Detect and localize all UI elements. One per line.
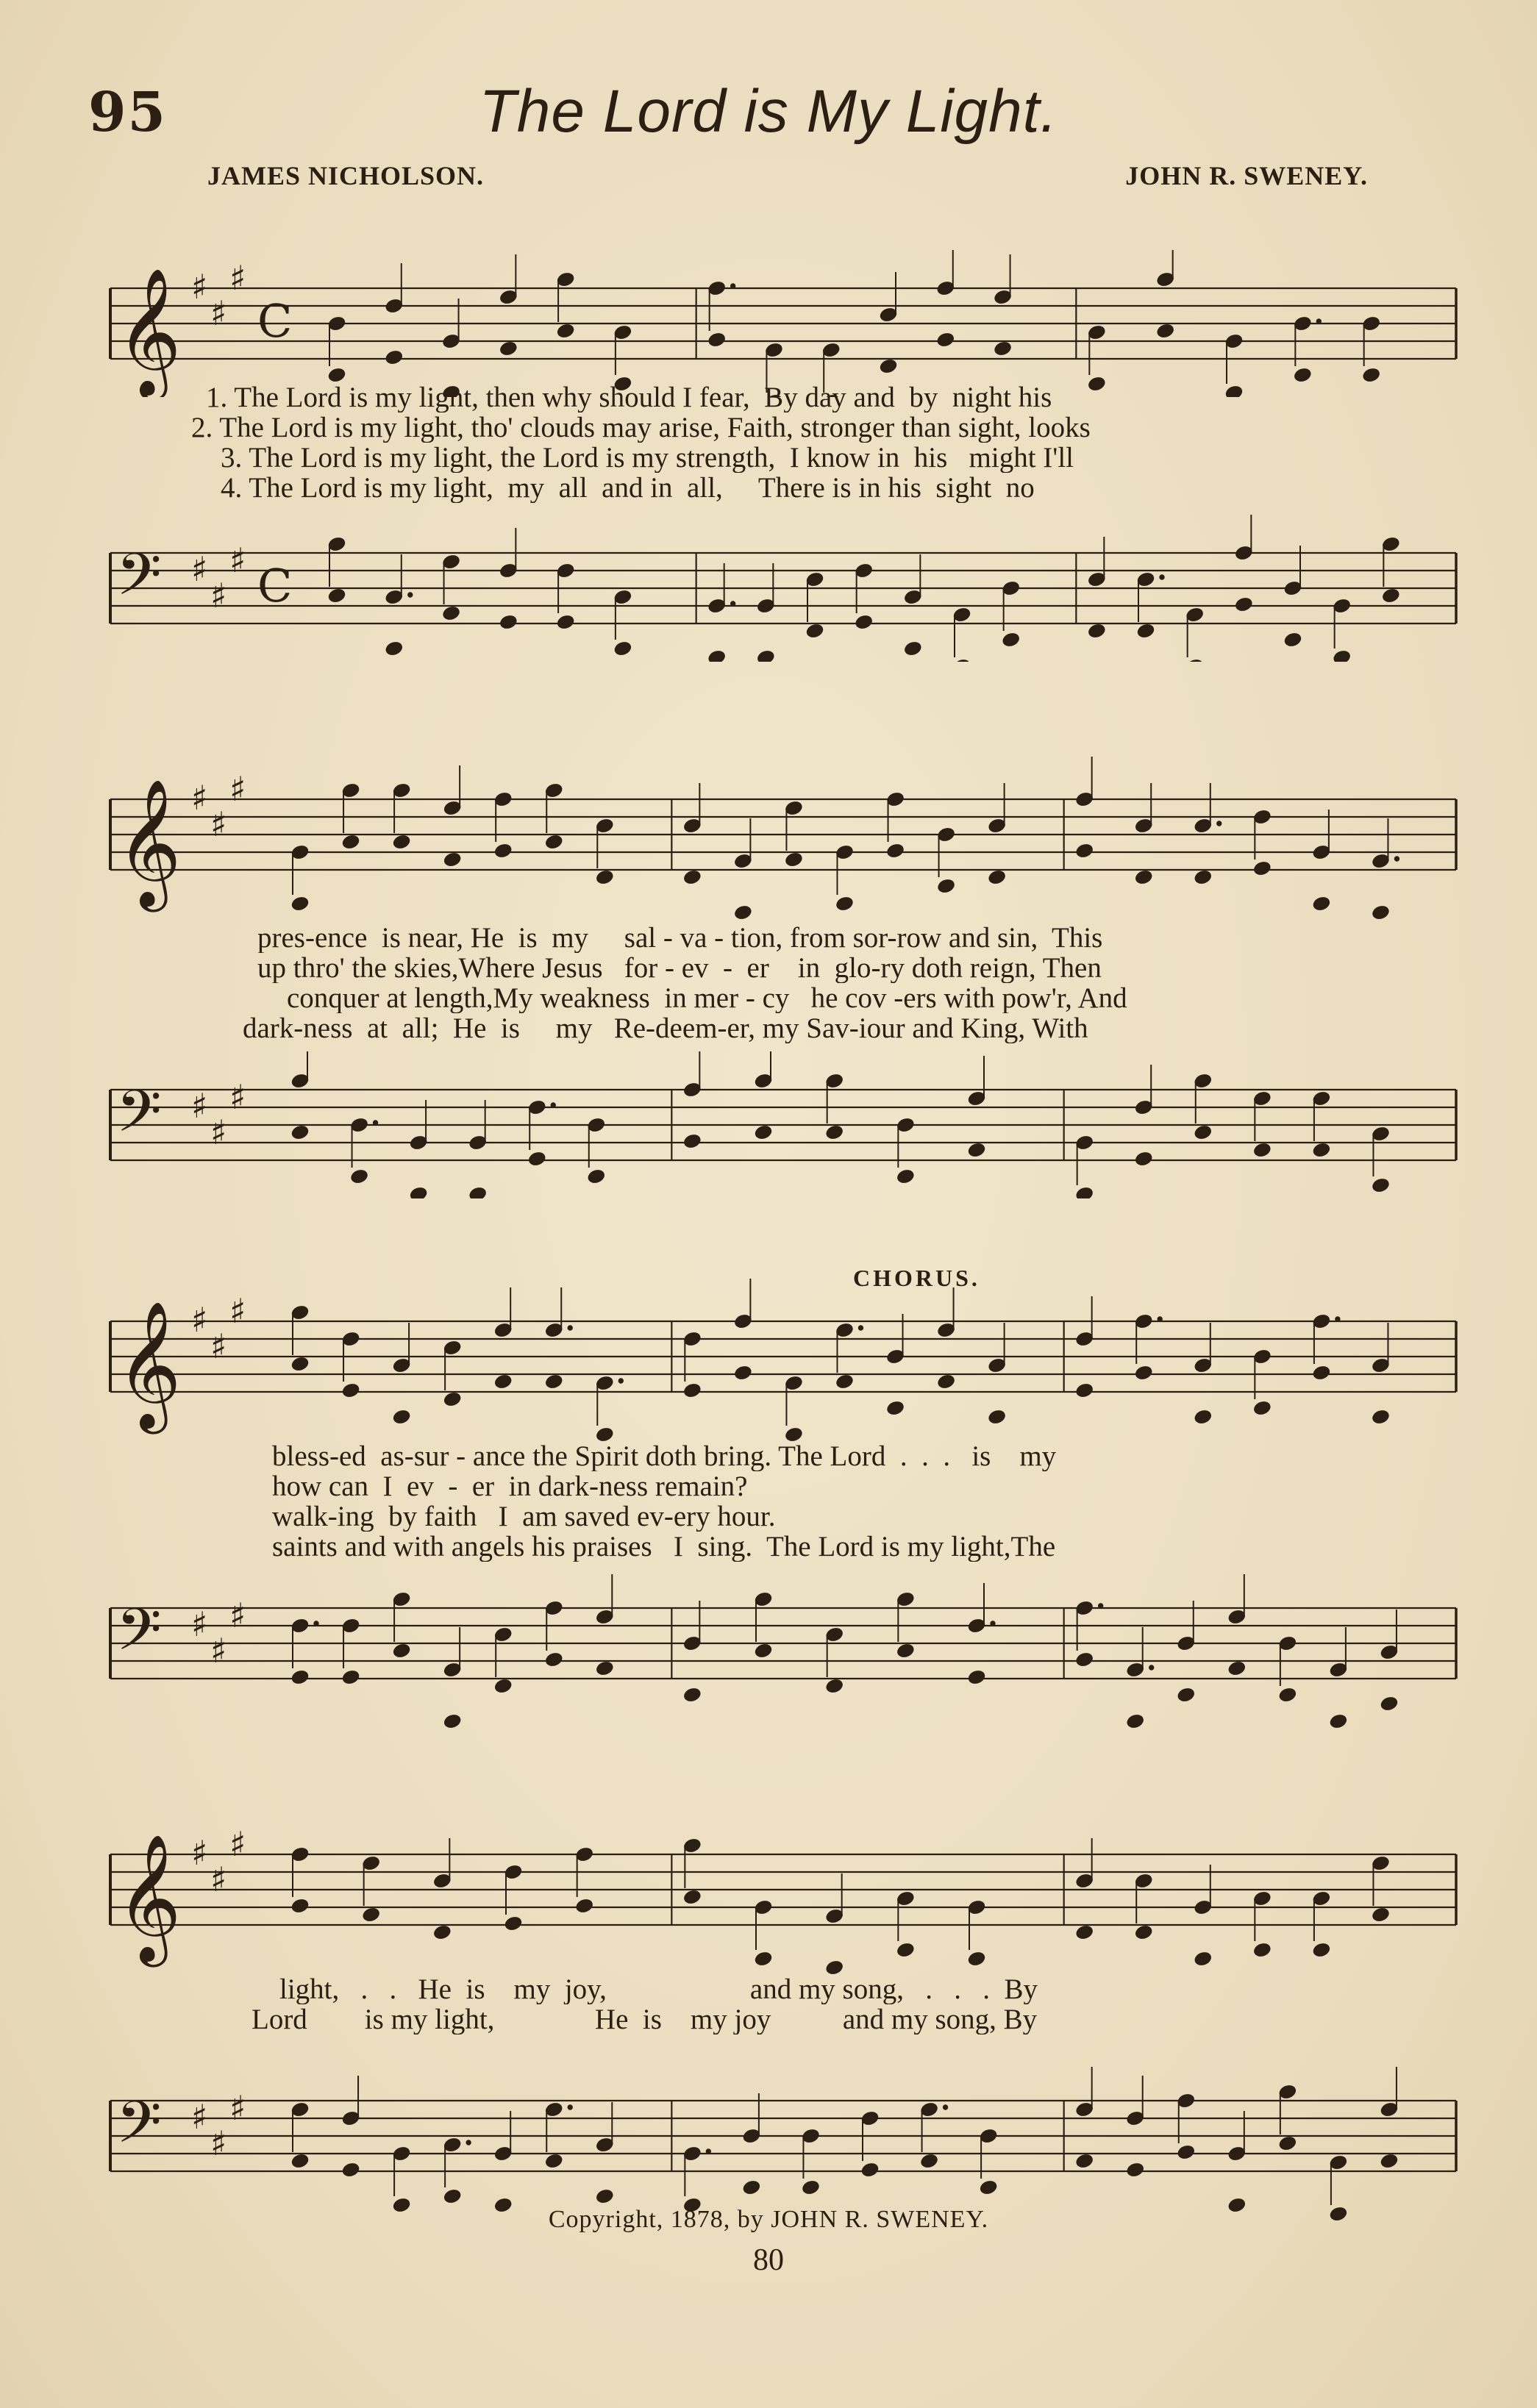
note-head (1371, 1177, 1390, 1194)
music-system-3 (96, 1265, 1463, 1735)
note-head (855, 614, 874, 631)
note-head (1177, 1687, 1196, 1704)
note-head (1252, 860, 1272, 877)
lyric-line: saints and with angels his praises I sing. The Lord is my light,The (272, 1532, 1056, 1562)
note-head (754, 1951, 773, 1968)
note-head (443, 1713, 462, 1728)
sharp-icon: ♯ (191, 1833, 208, 1873)
sharp-icon: ♯ (210, 2123, 227, 2163)
copyright-notice: Copyright, 1878, by JOHN R. SWENEY. (548, 2206, 989, 2233)
treble-staff (96, 250, 1463, 397)
sharp-icon: ♯ (191, 1300, 208, 1340)
note-head (1293, 367, 1312, 384)
lyric-line: bless-ed as-sur - ance the Spirit doth bring. The Lord . . . is my (272, 1441, 1057, 1471)
note-head (967, 1142, 986, 1159)
note-head (682, 1382, 702, 1399)
note-head (544, 2153, 563, 2170)
note-head (1283, 632, 1302, 649)
treble-clef-icon: 𝄞 (116, 1834, 182, 1962)
note-head (825, 1678, 844, 1695)
note-head (1075, 843, 1094, 860)
note-head (682, 1889, 702, 1906)
sharp-icon: ♯ (229, 258, 246, 298)
treble-staff (96, 1272, 1463, 1441)
note-head (544, 1651, 563, 1668)
note-head (443, 851, 462, 868)
note-head (493, 843, 513, 860)
note-head (499, 340, 518, 357)
sharp-icon: ♯ (191, 267, 208, 307)
note-head (1075, 1186, 1094, 1198)
note-head (595, 2188, 614, 2205)
note-head (290, 1124, 310, 1141)
note-head (1227, 1660, 1247, 1677)
lyric-line: dark-ness at all; He is my Re-deem-er, my Sav-iour and King, With (243, 1013, 1088, 1043)
lyric-line: 1. The Lord is my light, then why should I fear, By day and by night his (206, 382, 1052, 412)
note-head (443, 1391, 462, 1408)
note-head (1278, 1687, 1297, 1704)
note-head (919, 2153, 938, 2170)
lyric-line: Lord is my light, He is my joy and my song, By (252, 2004, 1038, 2034)
note-head (1194, 1409, 1213, 1426)
note-head (341, 1382, 360, 1399)
note-head (1075, 1924, 1094, 1941)
note-head (493, 1678, 513, 1695)
note-head (575, 1898, 594, 1915)
sharp-icon: ♯ (191, 2097, 208, 2137)
note-head (1194, 869, 1213, 886)
note-head (499, 614, 518, 631)
note-head (936, 1373, 955, 1390)
note-head (952, 658, 971, 662)
sharp-icon: ♯ (191, 1086, 208, 1126)
note-head (682, 1687, 702, 1704)
note-head (290, 2153, 310, 2170)
note-head (784, 851, 803, 868)
note-head (1278, 2135, 1297, 2152)
note-head (341, 834, 360, 851)
treble-staff (96, 1794, 1463, 1985)
verse-lyrics (96, 923, 1463, 1043)
note-head (392, 1643, 411, 1659)
note-head (556, 323, 575, 340)
note-head (1380, 1696, 1399, 1712)
note-head (707, 649, 727, 662)
note-head (613, 640, 632, 657)
note-head (1234, 596, 1253, 613)
note-head (392, 834, 411, 851)
note-head (527, 1151, 546, 1168)
note-head (1371, 1907, 1390, 1923)
treble-clef-icon: 𝄞 (116, 1301, 182, 1429)
note-head (327, 367, 346, 384)
note-head (967, 1669, 986, 1686)
common-time-icon: C (257, 294, 293, 348)
note-head (544, 1373, 563, 1390)
note-head (409, 1186, 428, 1198)
note-head (733, 1365, 752, 1382)
note-head (1312, 1142, 1331, 1159)
note-head (1087, 623, 1106, 640)
note-head (896, 1168, 915, 1185)
lyric-line: pres-ence is near, He is my sal - va - tion, from sor-row and sin, This (257, 923, 1103, 953)
note-head (825, 1124, 844, 1141)
sharp-icon: ♯ (210, 1859, 227, 1899)
sharp-icon: ♯ (191, 1604, 208, 1644)
note-head (835, 896, 854, 912)
note-head (341, 2162, 360, 2179)
note-head (754, 1124, 773, 1141)
note-head (392, 1409, 411, 1426)
note-head (707, 332, 727, 349)
note-head (801, 2179, 820, 2196)
treble-clef-icon: 𝄞 (116, 779, 182, 907)
note-head (988, 869, 1007, 886)
sharp-icon: ♯ (229, 1824, 246, 1864)
note-head (290, 1669, 310, 1686)
bass-clef-icon: 𝄢 (116, 1596, 162, 1678)
bass-staff (96, 515, 1463, 662)
note-head (1380, 2153, 1399, 2170)
note-head (860, 2162, 880, 2179)
note-head (1075, 1651, 1094, 1668)
sharp-icon: ♯ (191, 778, 208, 818)
sharp-icon: ♯ (210, 1326, 227, 1366)
note-head (468, 1186, 488, 1198)
note-head (979, 2179, 998, 2196)
sharp-icon: ♯ (229, 1291, 246, 1331)
note-head (879, 358, 898, 375)
note-head (493, 1373, 513, 1390)
sharp-icon: ♯ (229, 2088, 246, 2128)
note-head (1252, 1942, 1272, 1959)
note-head (825, 1959, 844, 1976)
lyric-line: 3. The Lord is my light, the Lord is my strength, I know in his might I'll (221, 443, 1074, 473)
note-head (1371, 904, 1390, 919)
sharp-icon: ♯ (229, 769, 246, 809)
note-head (441, 605, 460, 622)
note-head (556, 614, 575, 631)
note-head (544, 834, 563, 851)
note-head (1312, 896, 1331, 912)
bass-staff (96, 2048, 1463, 2224)
note-head (1134, 1924, 1153, 1941)
note-head (1134, 1151, 1153, 1168)
note-head (595, 869, 614, 886)
note-head (1156, 323, 1175, 340)
note-head (1312, 1365, 1331, 1382)
note-head (385, 640, 404, 657)
note-head (595, 1660, 614, 1677)
bass-staff (96, 1559, 1463, 1728)
note-head (1177, 2144, 1196, 2161)
verse-lyrics (96, 1441, 1463, 1562)
note-head (1252, 1142, 1272, 1159)
bass-clef-icon: 𝄢 (116, 2088, 162, 2171)
note-head (595, 1426, 614, 1441)
note-head (443, 2188, 462, 2205)
music-system-1 (96, 221, 1463, 647)
lyricist-credit: JAMES NICHOLSON. (207, 161, 485, 190)
note-head (885, 843, 905, 860)
note-head (362, 1907, 381, 1923)
note-head (784, 1426, 803, 1441)
lyric-line: up thro' the skies,Where Jesus for - ev - er in glo-ry doth reign, Then (257, 953, 1102, 983)
note-head (1134, 869, 1153, 886)
note-head (742, 2179, 761, 2196)
note-head (385, 349, 404, 366)
note-head (1136, 623, 1155, 640)
note-head (1371, 1409, 1390, 1426)
lyric-line: conquer at length,My weakness in mer - cy he cov -ers with pow'r, And (287, 983, 1127, 1013)
note-head (1134, 1365, 1153, 1382)
page-number: 80 (753, 2243, 784, 2277)
note-head (1362, 367, 1381, 384)
note-head (754, 1643, 773, 1659)
note-head (993, 340, 1012, 357)
note-head (327, 587, 346, 604)
note-head (903, 640, 922, 657)
note-head (936, 332, 955, 349)
lyric-line: walk-ing by faith I am saved ev-ery hour. (272, 1501, 776, 1532)
note-head (290, 1356, 310, 1373)
lyric-line: how can I ev - er in dark-ness remain? (272, 1471, 748, 1501)
note-head (805, 623, 824, 640)
note-head (1126, 2162, 1145, 2179)
note-head (1312, 1942, 1331, 1959)
common-time-icon: C (257, 559, 293, 612)
note-head (936, 878, 955, 895)
bass-clef-icon: 𝄢 (116, 540, 162, 623)
sharp-icon: ♯ (229, 540, 246, 580)
note-head (835, 1373, 854, 1390)
note-head (896, 1643, 915, 1659)
sharp-icon: ♯ (229, 1077, 246, 1117)
music-system-4 (96, 1787, 1463, 2198)
note-head (896, 1942, 915, 1959)
note-head (885, 1400, 905, 1417)
note-head (504, 1915, 523, 1932)
lyric-line: 2. The Lord is my light, tho' clouds may arise, Faith, stronger than sight, looks (191, 412, 1091, 443)
sharp-icon: ♯ (210, 1631, 227, 1671)
note-head (1002, 632, 1021, 649)
hymn-title: The Lord is My Light. (479, 78, 1058, 145)
verse-lyrics (96, 382, 1463, 503)
sharp-icon: ♯ (210, 1112, 227, 1152)
note-head (432, 1924, 452, 1941)
composer-credit: JOHN R. SWENEY. (1125, 161, 1368, 190)
note-head (290, 896, 310, 912)
note-head (1075, 1382, 1094, 1399)
sharp-icon: ♯ (210, 293, 227, 333)
lyric-line: 4. The Lord is my light, my all and in all, There is in his sight no (221, 473, 1035, 503)
treble-clef-icon: 𝄞 (116, 268, 182, 396)
bass-staff (96, 1051, 1463, 1198)
note-head (682, 869, 702, 886)
hymn-number: 95 (88, 81, 167, 144)
note-head (1329, 1713, 1348, 1728)
music-system-2 (96, 735, 1463, 1191)
sharp-icon: ♯ (191, 549, 208, 589)
note-head (1126, 1713, 1145, 1728)
note-head (290, 1898, 310, 1915)
note-head (1185, 658, 1205, 662)
note-head (967, 1951, 986, 1968)
note-head (756, 649, 775, 662)
note-head (733, 904, 752, 919)
note-head (1075, 2153, 1094, 2170)
sharp-icon: ♯ (210, 804, 227, 844)
chorus-label: CHORUS. (853, 1265, 980, 1291)
sharp-icon: ♯ (210, 576, 227, 615)
note-head (1252, 1400, 1272, 1417)
note-head (988, 1409, 1007, 1426)
note-head (1333, 649, 1352, 662)
note-head (349, 1168, 368, 1185)
lyric-line: light, . . He is my joy, and my song, . . . By (279, 1974, 1038, 2004)
note-head (1381, 587, 1400, 604)
verse-lyrics (96, 1974, 1463, 2034)
note-head (682, 1133, 702, 1150)
note-head (1194, 1951, 1213, 1968)
note-head (587, 1168, 606, 1185)
bass-clef-icon: 𝄢 (116, 1077, 162, 1160)
note-head (341, 1669, 360, 1686)
sharp-icon: ♯ (229, 1596, 246, 1635)
treble-staff (96, 750, 1463, 919)
note-head (1194, 1124, 1213, 1141)
